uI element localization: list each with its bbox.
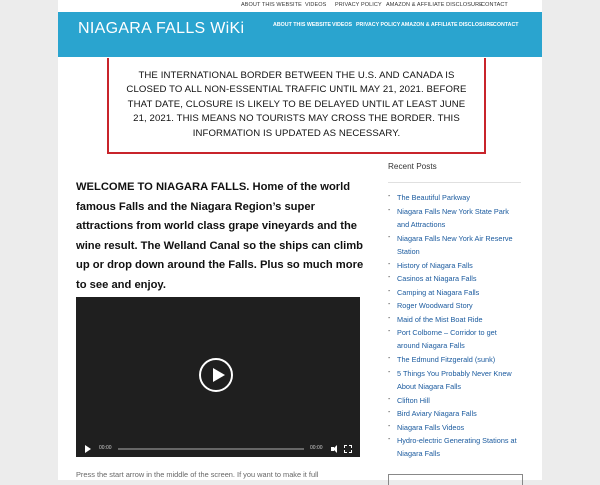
post-link[interactable]: Niagara Falls Videos (397, 423, 465, 432)
nav-privacy[interactable]: PRIVACY POLICY (356, 22, 401, 28)
topnav-videos[interactable]: VIDEOS (305, 2, 327, 8)
video-player[interactable] (76, 297, 360, 457)
topnav-amazon[interactable]: AMAZON & AFFILIATE DISCLOSURE (386, 2, 483, 8)
post-link[interactable]: Hydro-electric Generating Stations at Niagara Falls (397, 436, 517, 459)
topnav-contact[interactable]: CONTACT (481, 2, 508, 8)
top-utility-nav (58, 0, 542, 12)
bullet: - (388, 396, 391, 403)
post-link[interactable]: History of Niagara Falls (397, 261, 473, 270)
intro-paragraph (76, 178, 366, 295)
bullet: - (388, 423, 391, 430)
nav-amazon[interactable]: AMAZON & AFFILIATE DISCLOSURE (401, 22, 494, 28)
play-control-icon[interactable] (85, 445, 91, 453)
bullet: - (388, 436, 391, 443)
bullet: - (388, 261, 391, 268)
fullscreen-icon[interactable] (344, 445, 352, 453)
post-link[interactable]: Maid of the Mist Boat Ride (397, 315, 483, 324)
bullet: - (388, 301, 391, 308)
bullet: - (388, 369, 391, 376)
bullet: - (388, 355, 391, 362)
bullet: - (388, 234, 391, 241)
post-link[interactable]: Niagara Falls New York Air Reserve Station (397, 234, 513, 257)
recent-posts-title: Recent Posts (388, 162, 437, 171)
post-link[interactable]: Bird Aviary Niagara Falls (397, 409, 477, 418)
post-link[interactable]: Roger Woodward Story (397, 301, 473, 310)
post-link[interactable]: Port Colborne – Corridor to get around Niagara Falls (397, 328, 497, 351)
site-title[interactable]: NIAGARA FALLS WiKi (78, 20, 245, 37)
topnav-about[interactable]: ABOUT THIS WEBSITE (241, 2, 302, 8)
post-link[interactable]: The Beautiful Parkway (397, 193, 471, 202)
volume-icon[interactable] (331, 445, 339, 453)
video-caption: Press the start arrow in the middle of the screen. If you want to make it full (76, 470, 319, 479)
notice-text: THE INTERNATIONAL BORDER BETWEEN THE U.S. AND CANADA IS CLOSED TO ALL NON-ESSENTIAL TRAFFIC UNTIL MAY 21, 2021. BEFORE THAT DATE, CLOSURE IS LIKELY TO BE DELAYED UNTIL AT LEAST JUNE 21, 2021. THIS MEANS NO TOURISTS MAY CROSS THE BORDER. THIS INFORMATION IS UPDATED AS NECESSARY. (126, 70, 467, 139)
post-link[interactable]: Casinos at Niagara Falls (397, 274, 477, 283)
post-link[interactable]: Camping at Niagara Falls (397, 288, 480, 297)
bullet: - (388, 288, 391, 295)
border-closure-notice (107, 58, 486, 154)
nav-videos[interactable]: VIDEOS (332, 22, 353, 28)
video-controls (76, 441, 360, 457)
bullet: - (388, 315, 391, 322)
nav-contact[interactable]: CONTACT (493, 22, 519, 28)
bullet: - (388, 274, 391, 281)
play-icon[interactable] (199, 358, 233, 392)
intro-text: WELCOME TO NIAGARA FALLS. Home of the world famous Falls and the Niagara Region’s super attractions from world class grape vineyards and the wine result. The Welland Canal so the ships can climb up or drop down around the Falls. Plus so much more to see and enjoy. (76, 181, 364, 291)
current-time: 00:00 (99, 445, 112, 451)
site-header (58, 12, 542, 57)
post-link[interactable]: 5 Things You Probably Never Knew About Niagara Falls (397, 369, 512, 392)
duration: 00:00 (310, 445, 323, 451)
post-link[interactable]: Niagara Falls New York State Park and Attractions (397, 207, 509, 230)
post-link[interactable]: The Edmund Fitzgerald (sunk) (397, 355, 496, 364)
sidebar-divider (388, 182, 521, 183)
bullet: - (388, 328, 391, 335)
topnav-privacy[interactable]: PRIVACY POLICY (335, 2, 382, 8)
bullet: - (388, 409, 391, 416)
post-link[interactable]: Clifton Hill (397, 396, 430, 405)
progress-bar[interactable] (118, 448, 304, 450)
bullet: - (388, 207, 391, 214)
bullet: - (388, 193, 391, 200)
nav-about[interactable]: ABOUT THIS WEBSITE (273, 22, 331, 28)
